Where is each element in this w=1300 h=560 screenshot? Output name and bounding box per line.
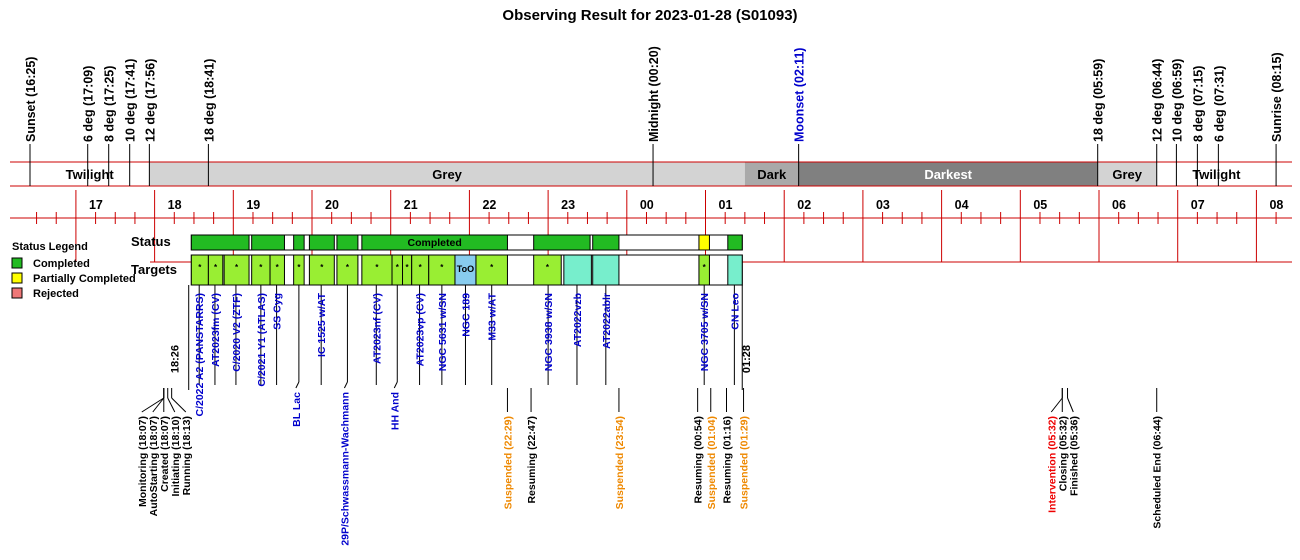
- status-block-4: [337, 235, 358, 250]
- sky-period-label-0: Twilight: [65, 167, 114, 182]
- legend-swatch-0: [12, 258, 22, 268]
- sky-event-label-12: 6 deg (07:31): [1212, 65, 1227, 142]
- target-leader-bend-5: [296, 382, 299, 388]
- target-block-19: [728, 255, 742, 285]
- status-block-7: [593, 235, 619, 250]
- log-event-leader-1: [153, 398, 164, 412]
- status-block-label-5: Completed: [407, 237, 462, 249]
- sky-event-label-9: 12 deg (06:44): [1150, 58, 1165, 142]
- status-row-label: Status: [131, 234, 171, 249]
- hour-label-11: 04: [954, 198, 969, 212]
- sky-event-label-10: 10 deg (06:59): [1170, 58, 1185, 142]
- target-mark-0: *: [198, 263, 202, 272]
- target-mark-6: *: [320, 263, 324, 272]
- target-block-16: [564, 255, 592, 285]
- target-label-15: AT2022vzb: [572, 293, 584, 348]
- log-event-label-12: Intervention (05:32): [1046, 416, 1059, 513]
- status-block-6: [534, 235, 590, 250]
- sky-event-label-1: 6 deg (17:09): [81, 65, 96, 142]
- sky-event-label-7: Moonset (02:11): [792, 47, 807, 142]
- target-label-11: NGC 5631 w/SN: [436, 293, 449, 372]
- target-mark-4: *: [275, 263, 279, 272]
- target-label-17: NGC 3705 w/SN: [699, 293, 712, 372]
- hour-label-1: 18: [167, 198, 182, 212]
- log-event-label-11: Suspended (01:29): [738, 416, 751, 510]
- hour-label-4: 21: [403, 198, 418, 212]
- hour-label-6: 23: [561, 198, 576, 212]
- target-label-9: HH And: [389, 392, 402, 431]
- log-event-label-14: Finished (05:36): [1068, 416, 1081, 496]
- status-block-2: [294, 235, 304, 250]
- target-label-8: AT2023nf (CV): [371, 293, 384, 364]
- hour-label-3: 20: [325, 198, 339, 212]
- log-event-label-13: Closing (05:32): [1057, 416, 1070, 492]
- sky-event-label-11: 8 deg (07:15): [1191, 65, 1206, 142]
- target-mark-13: ToO: [456, 264, 475, 274]
- sky-event-label-13: Sunrise (08:15): [1270, 52, 1285, 142]
- time-marker-1: 01:28: [741, 345, 754, 374]
- legend-title: Status Legend: [12, 241, 88, 253]
- target-leader-bend-7: [344, 382, 347, 388]
- target-label-7: 29P/Schwassmann-Wachmann: [339, 392, 352, 546]
- target-label-14: NGC 3938 w/SN: [543, 293, 556, 372]
- target-label-4: SS Cyg: [271, 293, 284, 330]
- hour-label-7: 00: [639, 198, 654, 212]
- target-label-10: AT2023vp (CV): [414, 293, 427, 367]
- target-label-3: C/2021 Y1 (ATLAS): [255, 293, 268, 387]
- target-label-12: NGC 189: [460, 293, 473, 337]
- log-event-label-15: Scheduled End (06:44): [1151, 416, 1164, 529]
- hour-label-13: 06: [1112, 198, 1126, 212]
- log-event-leader-12: [1051, 398, 1062, 412]
- status-block-0: [191, 235, 249, 250]
- log-event-label-6: Resuming (22:47): [526, 416, 539, 504]
- legend-label-1: Partially Completed: [33, 273, 136, 285]
- target-mark-8: *: [375, 263, 379, 272]
- sky-event-label-3: 10 deg (17:41): [123, 58, 138, 142]
- target-mark-11: *: [418, 263, 422, 272]
- log-event-label-7: Suspended (23:54): [613, 416, 626, 510]
- sky-period-label-4: Grey: [1112, 167, 1143, 182]
- sky-event-label-5: 18 deg (18:41): [202, 58, 217, 142]
- hour-label-2: 19: [246, 198, 261, 212]
- target-mark-7: *: [345, 263, 349, 272]
- log-event-label-3: Initiating (18:10): [169, 416, 182, 497]
- status-block-9: [728, 235, 742, 250]
- target-label-5: BL Lac: [290, 392, 303, 427]
- sky-period-label-1: Grey: [432, 167, 462, 182]
- chart-title: Observing Result for 2023-01-28 (S01093): [502, 7, 798, 24]
- targets-row-label: Targets: [131, 262, 177, 277]
- hour-label-12: 05: [1033, 198, 1048, 212]
- target-label-2: C/2020 V2 (ZTF): [230, 293, 243, 372]
- target-mark-18: *: [702, 263, 706, 272]
- sky-event-label-4: 12 deg (17:56): [143, 58, 158, 142]
- sky-event-label-0: Sunset (16:25): [24, 56, 38, 142]
- sky-event-label-6: Midnight (00:20): [647, 46, 661, 142]
- target-block-17: [593, 255, 619, 285]
- sky-period-label-3: Darkest: [924, 167, 973, 182]
- target-mark-5: *: [297, 263, 301, 272]
- hour-label-14: 07: [1190, 198, 1205, 212]
- log-event-leader-14: [1068, 398, 1074, 412]
- target-mark-2: *: [235, 263, 239, 272]
- target-label-16: AT2022ablr: [600, 293, 613, 349]
- legend-swatch-2: [12, 288, 22, 298]
- status-block-8: [699, 235, 709, 250]
- sky-event-label-2: 8 deg (17:25): [102, 65, 117, 142]
- status-block-3: [309, 235, 334, 250]
- hour-label-8: 01: [718, 198, 733, 212]
- log-event-label-5: Suspended (22:29): [502, 416, 515, 510]
- log-event-label-9: Suspended (01:04): [705, 416, 718, 510]
- log-event-leader-0: [142, 398, 164, 412]
- legend-label-2: Rejected: [33, 288, 79, 300]
- target-mark-1: *: [214, 263, 218, 272]
- target-mark-14: *: [490, 263, 494, 272]
- hour-label-10: 03: [875, 198, 890, 212]
- log-event-label-0: Monitoring (18:07): [136, 416, 149, 507]
- target-label-18: CN Leo: [729, 293, 742, 330]
- target-mark-15: *: [545, 263, 550, 272]
- log-event-label-1: AutoStarting (18:07): [147, 416, 160, 517]
- log-event-label-8: Resuming (00:54): [692, 416, 705, 504]
- target-mark-3: *: [259, 263, 263, 272]
- time-marker-0: 18:26: [169, 345, 182, 374]
- target-mark-10: *: [405, 263, 409, 272]
- log-event-label-2: Created (18:07): [158, 416, 171, 492]
- legend-swatch-1: [12, 273, 22, 283]
- sky-event-label-8: 18 deg (05:59): [1091, 58, 1106, 142]
- log-event-label-4: Running (18:13): [180, 416, 193, 496]
- target-label-13: M33 w/AT: [486, 293, 499, 341]
- target-leader-bend-9: [394, 382, 397, 388]
- target-mark-9: *: [395, 263, 399, 272]
- target-label-0: C/2022 A2 (PANSTARRS): [194, 293, 207, 417]
- legend-label-0: Completed: [33, 258, 90, 270]
- sky-period-label-5: Twilight: [1192, 167, 1241, 182]
- hour-label-15: 08: [1269, 198, 1284, 212]
- sky-period-label-2: Dark: [757, 167, 787, 182]
- target-mark-12: *: [440, 263, 444, 272]
- target-label-6: IC 1525 w/AT: [316, 293, 329, 357]
- target-label-1: AT2023fm (CV): [209, 293, 222, 367]
- status-block-1: [252, 235, 285, 250]
- log-event-label-10: Resuming (01:16): [721, 416, 734, 504]
- hour-label-5: 22: [482, 198, 497, 212]
- hour-label-0: 17: [88, 198, 103, 212]
- hour-label-9: 02: [797, 198, 812, 212]
